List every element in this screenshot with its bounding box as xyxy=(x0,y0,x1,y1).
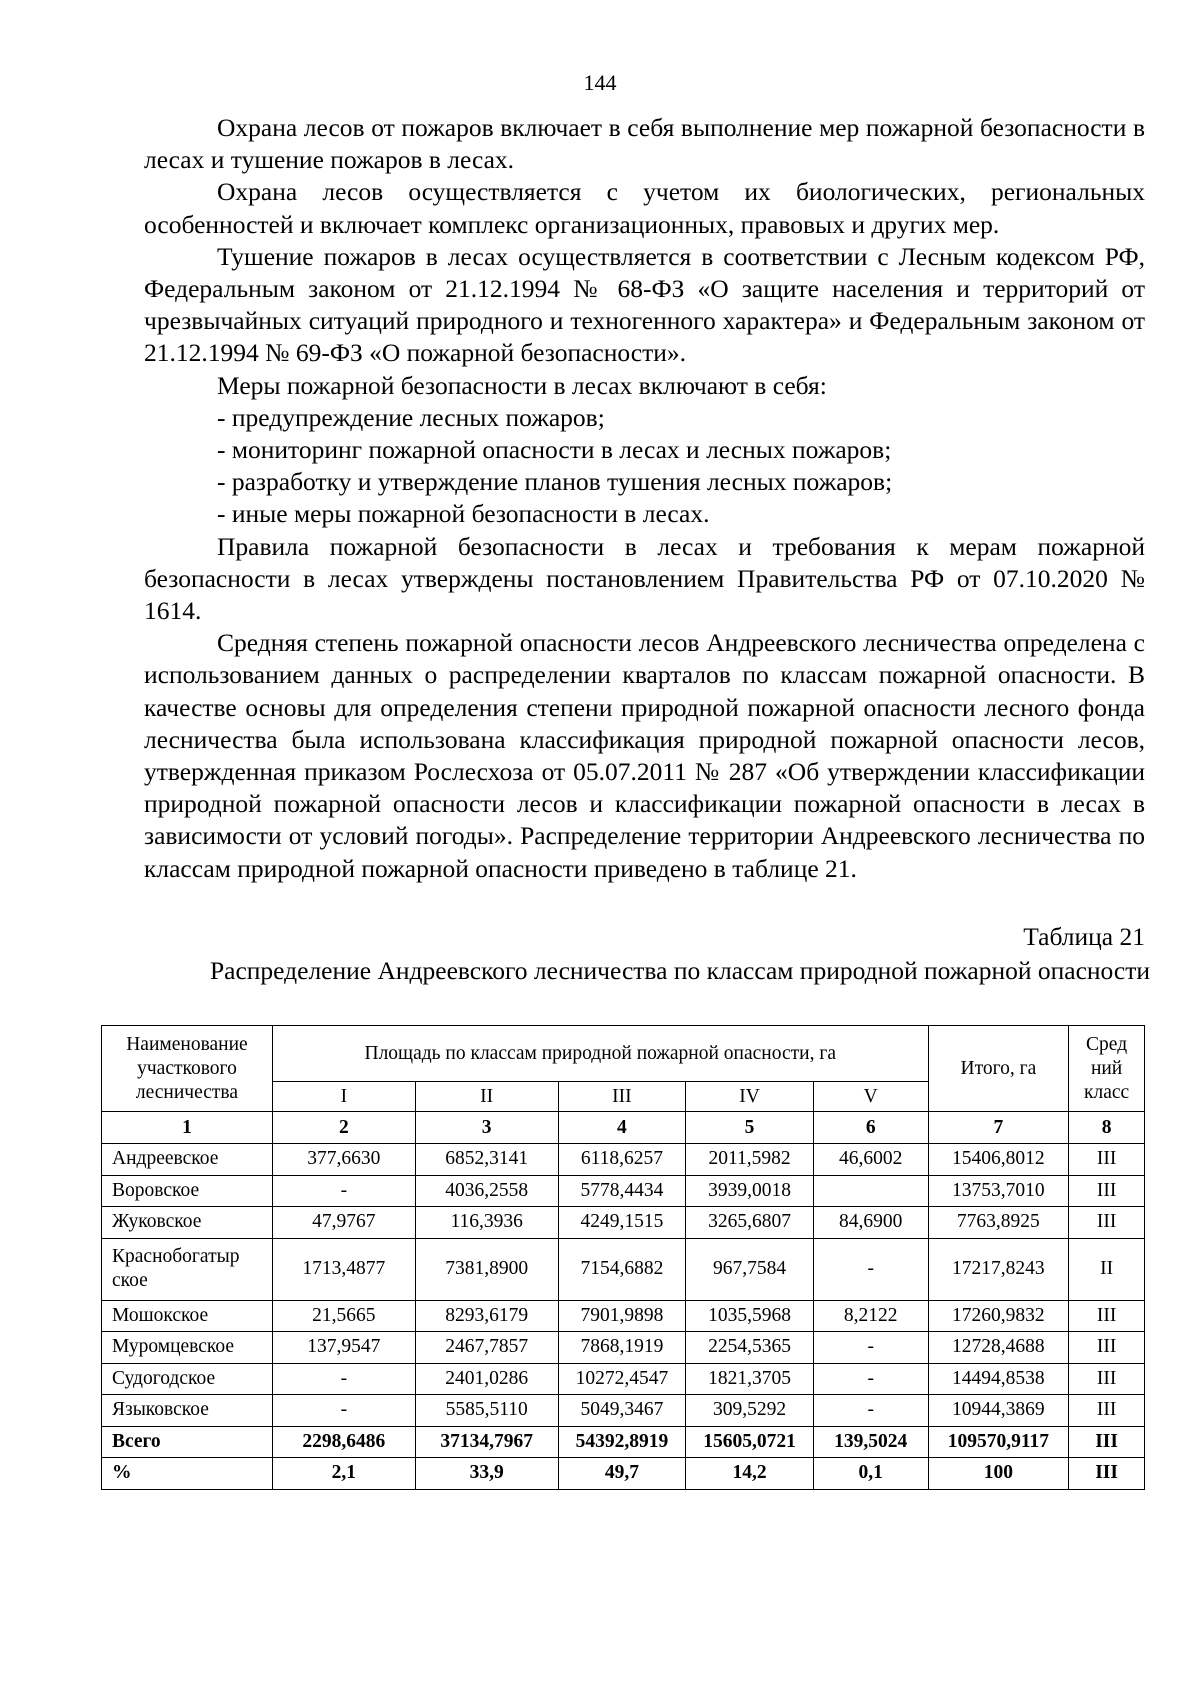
table-cell: 7381,8900 xyxy=(415,1238,558,1300)
header-class: IV xyxy=(686,1082,814,1112)
table-cell: 2467,7857 xyxy=(415,1332,558,1364)
table-cell: 5778,4434 xyxy=(558,1175,686,1207)
table-cell: 49,7 xyxy=(558,1458,686,1490)
table-cell: 37134,7967 xyxy=(415,1426,558,1458)
table-cell xyxy=(813,1175,928,1207)
table-cell: III xyxy=(1069,1332,1145,1364)
table-cell: 3265,6807 xyxy=(686,1207,814,1239)
table-cell: 17260,9832 xyxy=(928,1300,1069,1332)
forestry-name-cell: Краснобогатыр ское xyxy=(102,1238,273,1300)
list-item: - разработку и утверждение планов тушения лесных пожаров; xyxy=(217,467,893,497)
table-cell: 309,5292 xyxy=(686,1395,814,1427)
total-row xyxy=(102,1426,1145,1458)
table-row xyxy=(102,1300,1145,1332)
table-cell: 2011,5982 xyxy=(686,1144,814,1176)
table-cell: 8,2122 xyxy=(813,1300,928,1332)
table-cell: - xyxy=(272,1395,415,1427)
table-row xyxy=(102,1175,1145,1207)
paragraph: Охрана лесов от пожаров включает в себя выполнение мер пожарной безопасности в лесах и тушение пожаров в лесах. xyxy=(144,113,1145,175)
table-cell: 12728,4688 xyxy=(928,1332,1069,1364)
paragraph: Охрана лесов осуществляется с учетом их биологических, региональных особенностей и включает комплекс организационных, правовых и других мер. xyxy=(144,177,1145,239)
table-cell: - xyxy=(272,1363,415,1395)
table-row xyxy=(102,1207,1145,1239)
table-cell: 5585,5110 xyxy=(415,1395,558,1427)
table-cell: 15406,8012 xyxy=(928,1144,1069,1176)
table-cell: III xyxy=(1069,1395,1145,1427)
table-cell: III xyxy=(1069,1207,1145,1239)
table-cell: II xyxy=(1069,1238,1145,1300)
list-item: - мониторинг пожарной опасности в лесах и лесных пожаров; xyxy=(217,435,892,465)
list-item: - иные меры пожарной безопасности в лесах. xyxy=(217,499,710,529)
table-cell: 100 xyxy=(928,1458,1069,1490)
table-row xyxy=(102,1144,1145,1176)
table-cell: 6118,6257 xyxy=(558,1144,686,1176)
table-cell: 116,3936 xyxy=(415,1207,558,1239)
table-cell: 21,5665 xyxy=(272,1300,415,1332)
column-number: 5 xyxy=(686,1112,814,1144)
table-cell: III xyxy=(1069,1175,1145,1207)
paragraph: Меры пожарной безопасности в лесах включают в себя: xyxy=(217,370,827,400)
table-cell: 54392,8919 xyxy=(558,1426,686,1458)
table-cell: 84,6900 xyxy=(813,1207,928,1239)
table-row xyxy=(102,1395,1145,1427)
forestry-name-cell: Всего xyxy=(102,1426,273,1458)
table-row xyxy=(102,1363,1145,1395)
table-cell: III xyxy=(1069,1363,1145,1395)
table-cell: 2,1 xyxy=(272,1458,415,1490)
paragraph: Правила пожарной безопасности в лесах и требования к мерам пожарной безопасности в лесах утверждены постановлением Правительства РФ от 07.10.2020 № 1614. xyxy=(144,531,1145,626)
table-cell: 7154,6882 xyxy=(558,1238,686,1300)
column-number: 4 xyxy=(558,1112,686,1144)
table-cell: 10944,3869 xyxy=(928,1395,1069,1427)
table-cell: III xyxy=(1069,1426,1145,1458)
table-cell: 17217,8243 xyxy=(928,1238,1069,1300)
header-total: Итого, га xyxy=(928,1026,1069,1112)
header-class: I xyxy=(272,1082,415,1112)
table-cell: 8293,6179 xyxy=(415,1300,558,1332)
paragraph: Тушение пожаров в лесах осуществляется в соответствии с Лесным кодексом РФ, Федеральным законом от 21.12.1994 № 68-ФЗ «О защите населения и территорий от чрезвычайных ситуаций природного и техногенного характера» и Федеральным законом от 21.12.1994 № 69-ФЗ «О пожарной безопасности». xyxy=(144,241,1145,368)
table-cell: 14494,8538 xyxy=(928,1363,1069,1395)
forestry-name-cell: Мошокское xyxy=(102,1300,273,1332)
header-class: II xyxy=(415,1082,558,1112)
table-cell: 377,6630 xyxy=(272,1144,415,1176)
table-cell: 14,2 xyxy=(686,1458,814,1490)
table-cell: 7901,9898 xyxy=(558,1300,686,1332)
column-number: 3 xyxy=(415,1112,558,1144)
table-cell: 3939,0018 xyxy=(686,1175,814,1207)
table-cell: 33,9 xyxy=(415,1458,558,1490)
table-cell: 139,5024 xyxy=(813,1426,928,1458)
table-cell: 5049,3467 xyxy=(558,1395,686,1427)
table-cell: 2254,5365 xyxy=(686,1332,814,1364)
table-cell: 0,1 xyxy=(813,1458,928,1490)
forestry-name-cell: Воровское xyxy=(102,1175,273,1207)
body-text xyxy=(144,112,1145,885)
table-cell: 1713,4877 xyxy=(272,1238,415,1300)
header-class: III xyxy=(558,1082,686,1112)
table-cell: 2298,6486 xyxy=(272,1426,415,1458)
table-cell: 10272,4547 xyxy=(558,1363,686,1395)
paragraph: Средняя степень пожарной опасности лесов Андреевского лесничества определена с использованием данных о распределении кварталов по классам пожарной опасности. В качестве основы для определения степени природной пожарной опасности лесного фонда лесничества была использована классификация природной пожарной опасности лесов, утвержденная приказом Рослесхоза от 05.07.2011 № 287 «Об утверждении классификации природной пожарной опасности лесов и классификации пожарной опасности в лесах в зависимости от условий погоды». Распределение территории Андреевского лесничества по классам природной пожарной опасности приведено в таблице 21. xyxy=(144,628,1145,883)
table-label: Таблица 21 xyxy=(1023,922,1145,951)
table-cell: 2401,0286 xyxy=(415,1363,558,1395)
column-number: 7 xyxy=(928,1112,1069,1144)
header-avg-class: Сред ний класс xyxy=(1069,1026,1145,1112)
column-number: 2 xyxy=(272,1112,415,1144)
table-cell: 6852,3141 xyxy=(415,1144,558,1176)
total-row xyxy=(102,1458,1145,1490)
forestry-name-cell: Языковское xyxy=(102,1395,273,1427)
table-cell: 1035,5968 xyxy=(686,1300,814,1332)
page-number: 144 xyxy=(583,70,617,95)
forestry-name-cell: Жуковское xyxy=(102,1207,273,1239)
table-cell: 7763,8925 xyxy=(928,1207,1069,1239)
forestry-name-cell: Муромцевское xyxy=(102,1332,273,1364)
table-cell: 46,6002 xyxy=(813,1144,928,1176)
table-cell: 967,7584 xyxy=(686,1238,814,1300)
column-number: 8 xyxy=(1069,1112,1145,1144)
forestry-name-cell: % xyxy=(102,1458,273,1490)
column-number: 1 xyxy=(102,1112,273,1144)
table-cell: 1821,3705 xyxy=(686,1363,814,1395)
header-area: Площадь по классам природной пожарной опасности, га xyxy=(272,1026,928,1082)
table-cell: III xyxy=(1069,1458,1145,1490)
header-name: Наименование участкового лесничества xyxy=(102,1026,273,1112)
table-title: Распределение Андреевского лесничества по классам природной пожарной опасности xyxy=(209,956,1151,985)
table-cell: 109570,9117 xyxy=(928,1426,1069,1458)
list-item: - предупреждение лесных пожаров; xyxy=(217,402,605,432)
table-cell: 4249,1515 xyxy=(558,1207,686,1239)
table-cell: III xyxy=(1069,1300,1145,1332)
table-cell: 4036,2558 xyxy=(415,1175,558,1207)
forestry-name-cell: Судогодское xyxy=(102,1363,273,1395)
forestry-name-cell: Андреевское xyxy=(102,1144,273,1176)
table-cell: - xyxy=(813,1395,928,1427)
table-cell: 13753,7010 xyxy=(928,1175,1069,1207)
column-number: 6 xyxy=(813,1112,928,1144)
table-cell: 47,9767 xyxy=(272,1207,415,1239)
header-class: V xyxy=(813,1082,928,1112)
table-cell: III xyxy=(1069,1144,1145,1176)
column-number-row xyxy=(102,1112,1145,1144)
table-cell: - xyxy=(272,1175,415,1207)
table-row xyxy=(102,1238,1145,1300)
table-cell: 7868,1919 xyxy=(558,1332,686,1364)
table-cell: - xyxy=(813,1332,928,1364)
table-cell: 137,9547 xyxy=(272,1332,415,1364)
table-cell: 15605,0721 xyxy=(686,1426,814,1458)
table-cell: - xyxy=(813,1363,928,1395)
fire-danger-table xyxy=(101,1025,1145,1490)
table-cell: - xyxy=(813,1238,928,1300)
table-row xyxy=(102,1332,1145,1364)
